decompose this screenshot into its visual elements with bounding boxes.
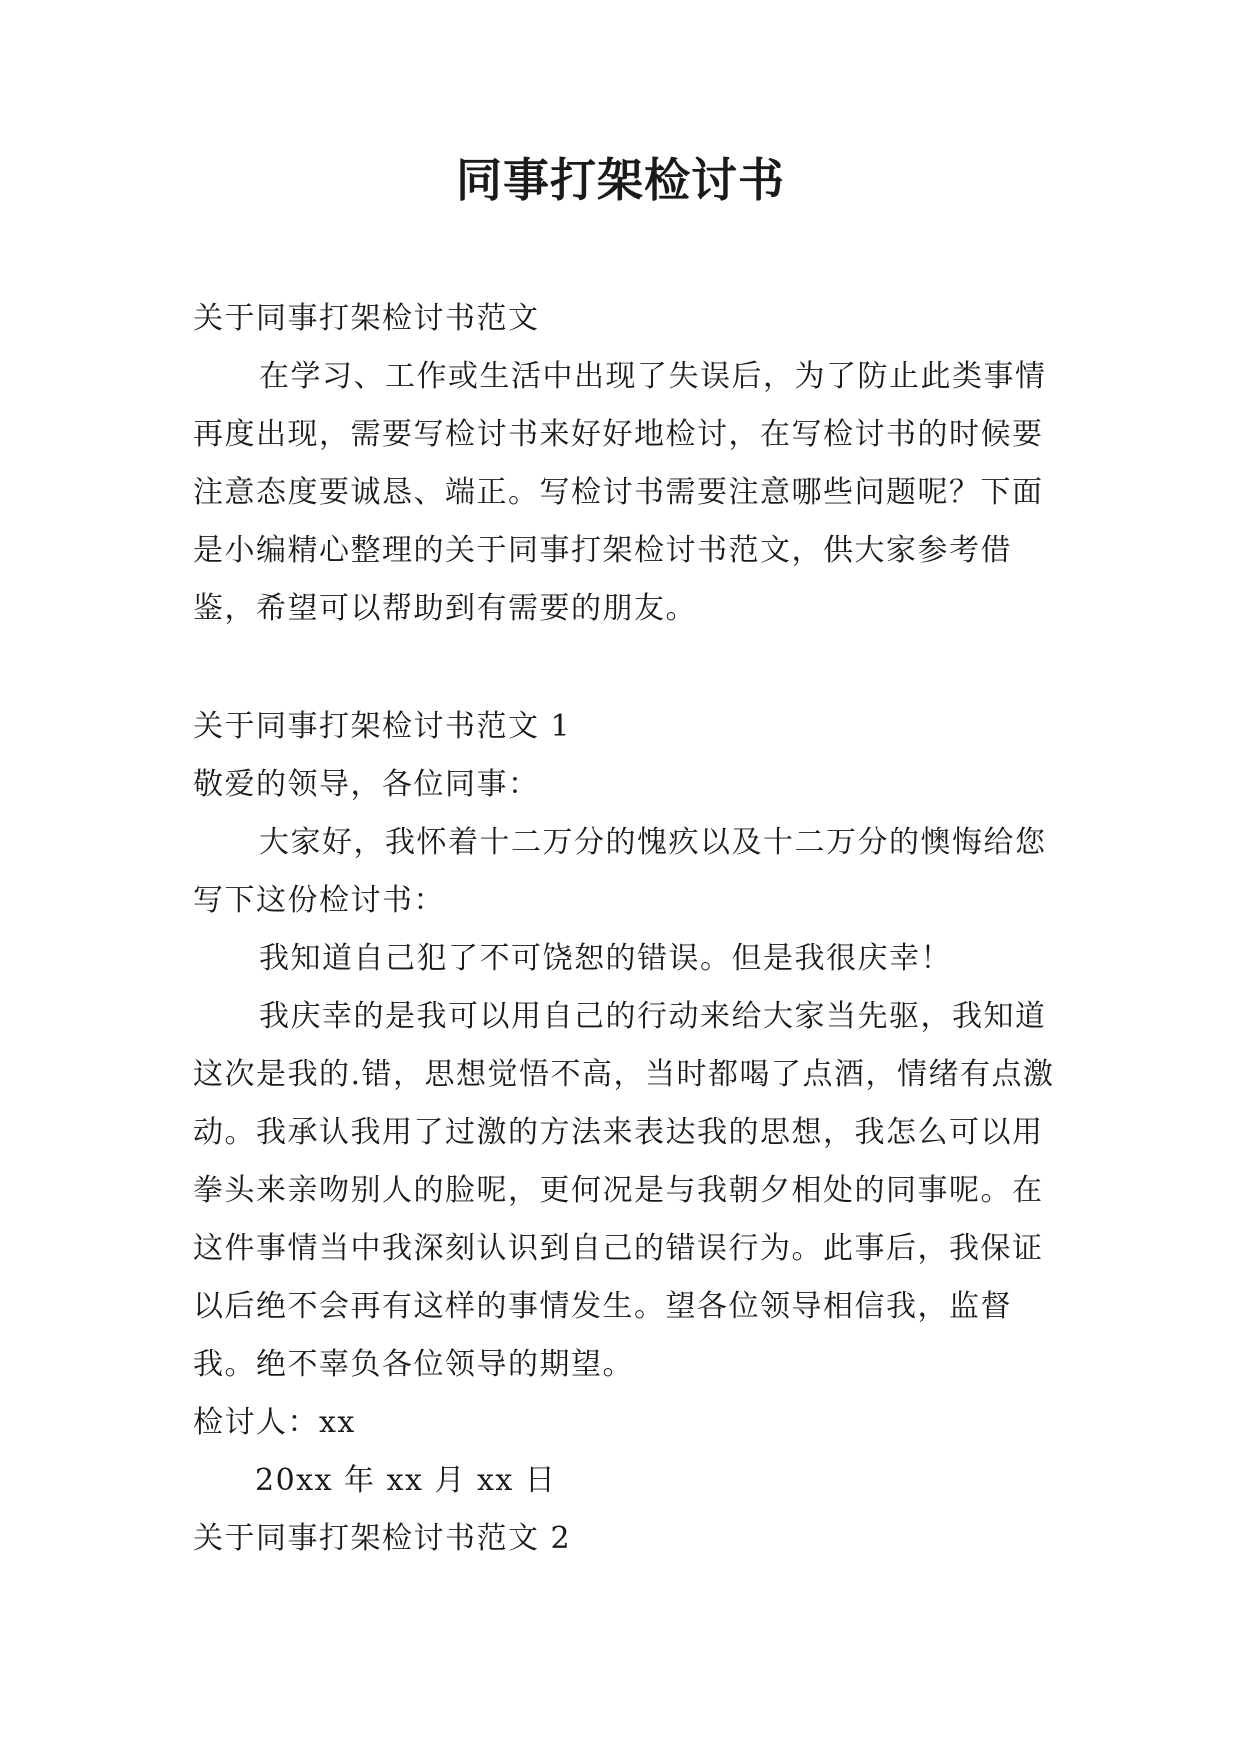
intro-heading: 关于同事打架检讨书范文 xyxy=(193,301,540,336)
section1-date: 20xx 年 xx 月 xx 日 xyxy=(255,1463,557,1498)
section1-salutation: 敬爱的领导，各位同事： xyxy=(193,767,540,802)
section1-paragraph-3: 我庆幸的是我可以用自己的行动来给大家当先驱，我知道这次是我的.错，思想觉悟不高，当时都喝了点酒，情绪有点激动。我承认我用了过激的方法来表达我的思想，我怎么可以用拳头来亲吻别人的脸呢，更何况是与我朝夕相处的同事呢。在这件事情当中我深刻认识到自己的错误行为。此事后，我保证以后绝不会再有这样的事情发生。望各位领导相信我，监督我。绝不辜负各位领导的期望。 xyxy=(193,999,1055,1382)
section-spacer xyxy=(193,638,1055,698)
intro-paragraph: 在学习、工作或生活中出现了失误后，为了防止此类事情再度出现，需要写检讨书来好好地检讨，在写检讨书的时候要注意态度要诚恳、端正。写检讨书需要注意哪些问题呢？下面是小编精心整理的关于同事打架检讨书范文，供大家参考借鉴，希望可以帮助到有需要的朋友。 xyxy=(193,359,1047,626)
section1-heading: 关于同事打架检讨书范文 1 xyxy=(193,709,572,744)
section1-signer: 检讨人：xx xyxy=(193,1405,356,1440)
section1-paragraph-1: 大家好，我怀着十二万分的愧疚以及十二万分的懊悔给您写下这份检讨书： xyxy=(193,825,1047,918)
section1-paragraph-2: 我知道自己犯了不可饶恕的错误。但是我很庆幸！ xyxy=(259,941,952,976)
document-title: 同事打架检讨书 xyxy=(456,153,785,207)
section2-heading: 关于同事打架检讨书范文 2 xyxy=(193,1521,572,1556)
document-body xyxy=(193,290,1055,1568)
